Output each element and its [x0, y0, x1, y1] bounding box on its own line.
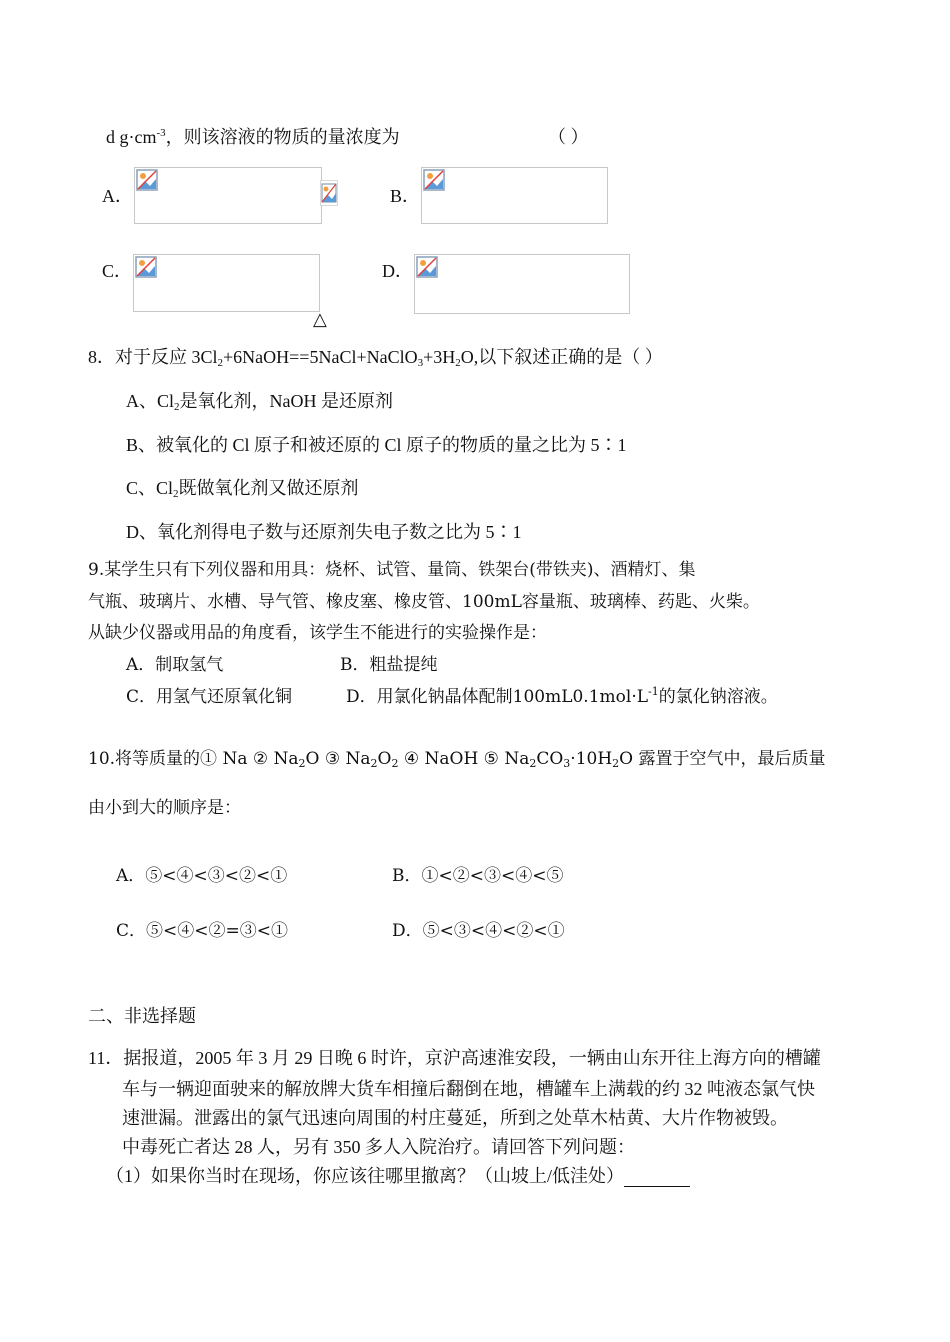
q11-subquestion-1: （1）如果你当时在现场，你应该往哪里撤离？（山坡上/低洼处） [106, 1165, 690, 1187]
section-title: 二、非选择题 [88, 1006, 196, 1026]
q11-line-1: 11．据报道，2005 年 3 月 29 日晚 6 时许，京沪高速淮安段，一辆由山东开往上海方向的槽罐 [88, 1048, 821, 1068]
broken-image-icon [321, 183, 337, 203]
broken-image-icon [423, 169, 445, 191]
q7-option-c-label: C． [102, 261, 133, 281]
q9-stem-line-1: 9.某学生只有下列仪器和用具：烧杯、试管、量筒、铁架台(带铁夹)、酒精灯、集 [88, 560, 696, 580]
q9-stem-line-2: 气瓶、玻璃片、水槽、导气管、橡皮塞、橡皮管、100mL容量瓶、玻璃棒、药匙、火柴。 [88, 592, 760, 612]
q8-option-a: A、$Cl_2$是氧化剂，NaOH 是还原剂 [126, 391, 394, 413]
broken-image-icon [416, 256, 438, 278]
q7-option-b-image [421, 167, 608, 224]
q7-stem: d $g\cdot cm^{-3}$，则该溶液的物质的量浓度为 [106, 127, 400, 147]
q7-option-a-image [134, 167, 322, 224]
q7-option-a-label: A． [102, 186, 133, 206]
q9-option-c: C．用氢气还原氧化铜 [126, 687, 293, 707]
q7-answer-paren: （ ） [548, 127, 589, 147]
q11-line-4: 中毒死亡者达 28 人，另有 350 多人入院治疗。请回答下列问题： [122, 1137, 635, 1157]
q7-option-c-image [133, 254, 320, 312]
q9-option-d: D．用氯化钠晶体配制$100mL0.1mol\cdot L^{-1}$的氯化钠溶液。 [346, 685, 778, 707]
q10-option-d: D．⑤<③<④<②<① [392, 921, 565, 941]
q11-line-3: 速泄漏。泄露出的氯气迅速向周围的村庄蔓延，所到之处草木枯黄、大片作物被毁。 [122, 1108, 788, 1128]
broken-image-icon [135, 256, 157, 278]
q8-option-b: B、被氧化的 Cl 原子和被还原的 Cl 原子的物质的量之比为 5∶1 [126, 435, 627, 455]
q10-option-a: A．⑤<④<③<②<① [116, 866, 288, 886]
q11-line-2: 车与一辆迎面驶来的解放牌大货车相撞后翻倒在地，槽罐车上满载的约 32 吨液态氯气快 [122, 1079, 815, 1099]
q7-option-d-image [414, 254, 630, 314]
heat-triangle-symbol: △ [313, 309, 327, 330]
q10-stem-line-2: 由小到大的顺序是： [88, 798, 241, 818]
q8-option-d: D、氧化剂得电子数与还原剂失电子数之比为 5∶1 [126, 522, 522, 542]
broken-image-icon [136, 169, 158, 191]
answer-blank[interactable] [624, 1168, 690, 1187]
q7-option-d-label: D． [382, 261, 413, 281]
q9-option-b: B．粗盐提纯 [340, 655, 438, 675]
q9-stem-line-3: 从缺少仪器或用品的角度看，该学生不能进行的实验操作是： [88, 623, 547, 643]
q9-option-a: A．制取氢气 [126, 655, 224, 675]
q10-option-c: C．⑤<④<②=③<① [116, 921, 288, 941]
q8-option-c: C、$Cl_2$既做氧化剂又做还原剂 [126, 478, 359, 500]
q10-stem-line-1: 10.将等质量的① Na ② $Na_2O$ ③ $Na_2O_2$ ④ NaOH ⑤ $Na_2CO_3\cdot 10H_2O$ 露置于空气中，最后质量 [88, 749, 826, 770]
q10-option-b: B．①<②<③<④<⑤ [392, 866, 564, 886]
q8-stem: 8．对于反应 $3Cl_2+6NaOH==5NaCl+NaClO_3+3H_2O$,以下叙述正确的是（ ） [88, 347, 663, 369]
q7-option-b-label: B． [390, 186, 421, 206]
q7-option-a-image-fragment [320, 180, 338, 206]
